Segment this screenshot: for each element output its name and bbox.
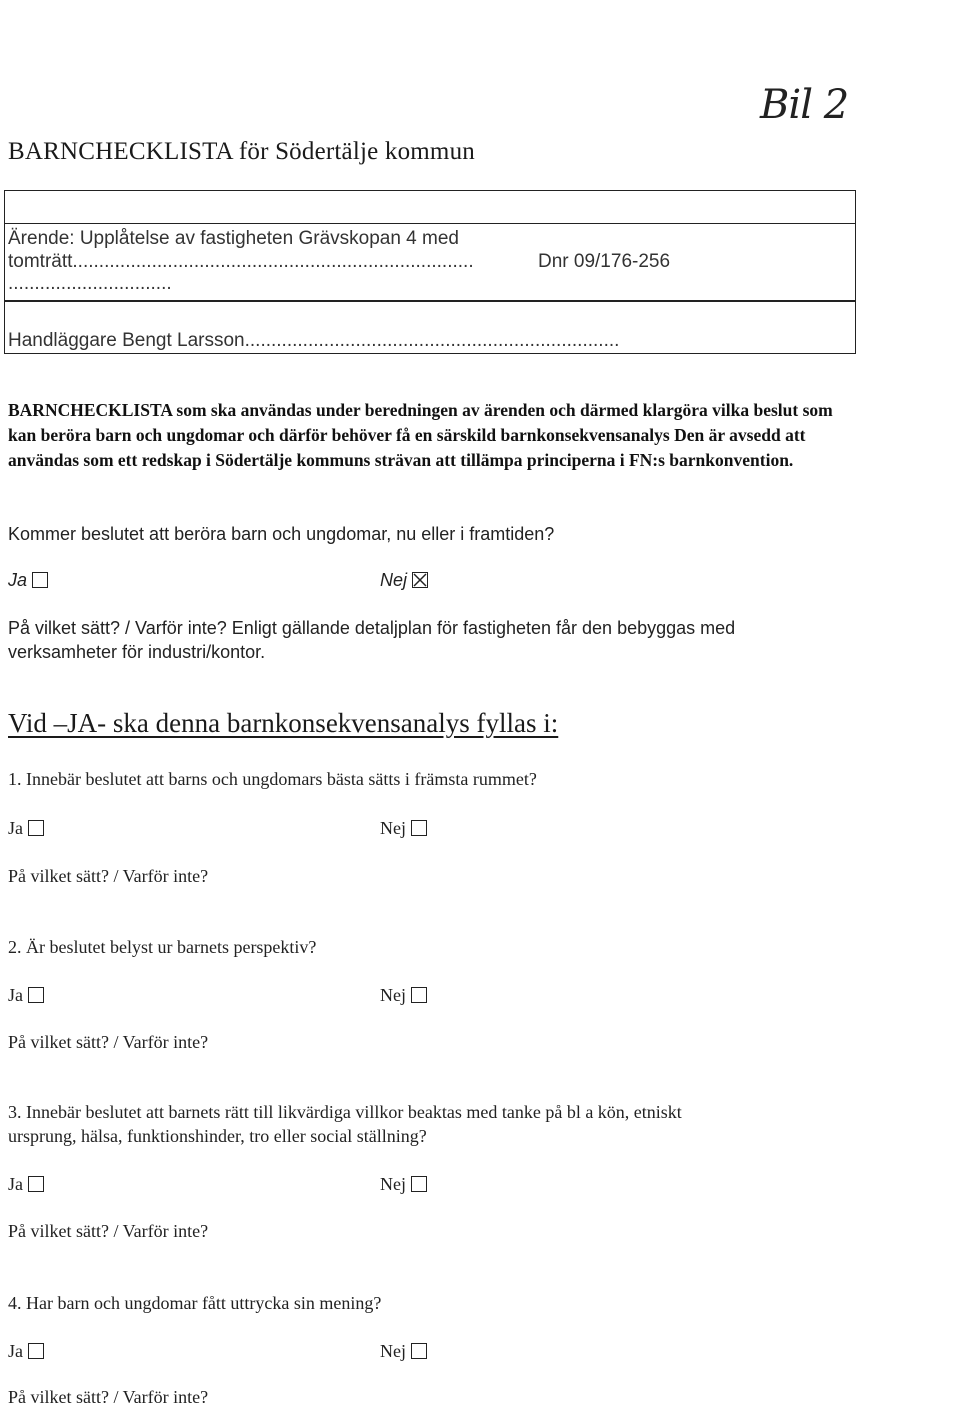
main-nej-option[interactable]: [380, 570, 428, 591]
question-4-nej-option[interactable]: [380, 1341, 427, 1362]
handlaggare-text: Handläggare Bengt Larsson.......................................................................: [8, 330, 620, 351]
question-1-ja-option[interactable]: [8, 818, 44, 839]
question-4-text: 4. Har barn och ungdomar fått uttrycka sin mening?: [8, 1293, 382, 1313]
bil-stamp: Bil 2: [760, 82, 849, 128]
question-4-nej-checkbox[interactable]: [411, 1343, 427, 1359]
arende-line1: Ärende: Upplåtelse av fastigheten Grävskopan 4 med: [8, 228, 459, 249]
question-2-why: På vilket sätt? / Varför inte?: [8, 1032, 209, 1052]
question-3-text-line2: ursprung, hälsa, funktionshinder, tro eller social ställning?: [8, 1126, 427, 1146]
question-3-text-line1: 3. Innebär beslutet att barnets rätt till likvärdiga villkor beaktas med tanke på bl a kön, etniskt: [8, 1102, 682, 1122]
question-1-why: På vilket sätt? / Varför inte?: [8, 866, 209, 886]
main-ja-label: Ja: [8, 570, 28, 590]
arende-box-divider: [5, 223, 855, 224]
main-answer-text: Enligt gällande detaljplan för fastigheten får den bebyggas med: [231, 618, 736, 638]
question-4-nej-label: Nej: [380, 1341, 406, 1361]
question-1-ja-label: Ja: [8, 818, 23, 838]
question-1-nej-option[interactable]: [380, 818, 427, 839]
question-3-nej-checkbox[interactable]: [411, 1176, 427, 1192]
checkmark-x-icon: [413, 573, 427, 587]
question-1-nej-label: Nej: [380, 818, 406, 838]
main-nej-label: Nej: [380, 570, 408, 590]
main-why-prefix: På vilket sätt? / Varför inte?: [8, 618, 227, 638]
question-2-nej-checkbox[interactable]: [411, 987, 427, 1003]
question-4-ja-label: Ja: [8, 1341, 23, 1361]
question-2-ja-label: Ja: [8, 985, 23, 1005]
question-2-text: 2. Är beslutet belyst ur barnets perspektiv?: [8, 937, 317, 957]
main-nej-checkbox[interactable]: [412, 572, 428, 588]
arende-line2-left: tomträtt............................................................................: [8, 251, 474, 272]
main-answer-line2: verksamheter för industri/kontor.: [8, 642, 266, 662]
section-heading: Vid –JA- ska denna barnkonsekvensanalys fyllas i:: [8, 708, 559, 738]
question-4-ja-option[interactable]: [8, 1341, 44, 1362]
main-ja-option[interactable]: [8, 570, 48, 591]
question-3-nej-option[interactable]: [380, 1174, 427, 1195]
question-4-ja-checkbox[interactable]: [28, 1343, 44, 1359]
main-ja-checkbox[interactable]: [32, 572, 48, 588]
question-3-ja-option[interactable]: [8, 1174, 44, 1195]
dnr-number: Dnr 09/176-256: [538, 251, 671, 272]
intro-paragraph: BARNCHECKLISTA som ska användas under beredningen av ärenden och därmed klargöra vilka beslut som kan beröra barn och ungdomar och därför behöver få en särskild barnkonsekvensanalys Den är avsedd att användas som ett redskap i Södertälje kommuns strävan att tillämpa principerna i FN:s barnkonvention.: [8, 400, 833, 470]
arende-line3: ...............................: [8, 273, 172, 294]
question-4-why: På vilket sätt? / Varför inte?: [8, 1387, 209, 1407]
question-2-nej-label: Nej: [380, 985, 406, 1005]
question-2-nej-option[interactable]: [380, 985, 427, 1006]
question-3-why: På vilket sätt? / Varför inte?: [8, 1221, 209, 1241]
question-3-ja-label: Ja: [8, 1174, 23, 1194]
question-1-nej-checkbox[interactable]: [411, 820, 427, 836]
question-2-ja-checkbox[interactable]: [28, 987, 44, 1003]
question-3-nej-label: Nej: [380, 1174, 406, 1194]
page-title: BARNCHECKLISTA för Södertälje kommun: [8, 138, 475, 165]
question-1-text: 1. Innebär beslutet att barns och ungdomars bästa sätts i främsta rummet?: [8, 769, 537, 789]
main-question: Kommer beslutet att beröra barn och ungdomar, nu eller i framtiden?: [8, 524, 555, 544]
question-2-ja-option[interactable]: [8, 985, 44, 1006]
question-1-ja-checkbox[interactable]: [28, 820, 44, 836]
main-answer-line1: [8, 618, 735, 639]
question-3-ja-checkbox[interactable]: [28, 1176, 44, 1192]
